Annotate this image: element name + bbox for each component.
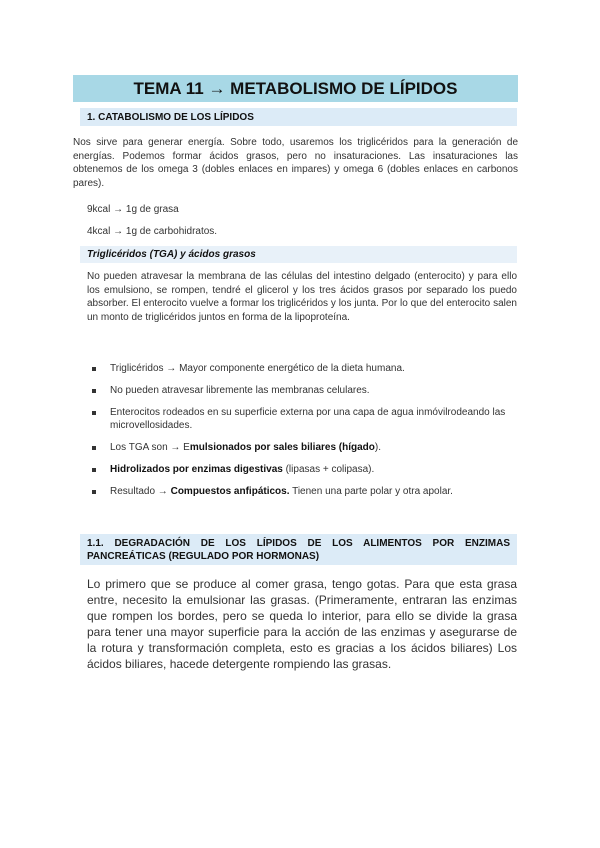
bullet-text: Resultado → <box>110 486 171 497</box>
bullet-icon <box>92 468 96 472</box>
bullet-bold-text: Hidrolizados por enzimas digestivas <box>110 464 283 475</box>
subsection-heading-tga: Triglicéridos (TGA) y ácidos grasos <box>80 246 517 263</box>
list-item <box>92 362 512 375</box>
bullet-icon <box>92 411 96 415</box>
energy-carb-line: 4kcal → 1g de carbohidratos. <box>87 226 218 237</box>
bullet-icon <box>92 389 96 393</box>
bullet-list <box>92 362 512 507</box>
list-item <box>92 384 512 397</box>
list-item <box>92 463 512 476</box>
bullet-icon <box>92 490 96 494</box>
bullet-icon <box>92 446 96 450</box>
bullet-text: Enterocitos rodeados en su superficie externa por una capa de agua inmóvilrodeando las microvellosidades. <box>110 407 506 431</box>
section-heading-catabolismo: 1. CATABOLISMO DE LOS LÍPIDOS <box>80 108 517 126</box>
bullet-text: Los TGA son → E <box>110 442 190 453</box>
list-item <box>92 441 512 454</box>
bullet-text: Triglicéridos → Mayor componente energético de la dieta humana. <box>110 363 405 374</box>
degradation-paragraph: Lo primero que se produce al comer grasa, tengo gotas. Para que esta grasa entre, necesito la emulsionar las grasas. (Primeramente, entraran las enzimas que rompen los bordes, pero se queda lo interior, para ello se divide la grasa para tener una mayor superficie para la acción de las enzimas y asegurarse de la rotura y transformación completa, esto es gracias a los ácidos biliares) Los ácidos biliares, hacede detergente rompiendo las grasas. <box>87 577 517 671</box>
intro-paragraph: Nos sirve para generar energía. Sobre todo, usaremos los triglicéridos para la generación de energías. Podemos formar ácidos grasos, pero no insaturaciones. Las insaturaciones las obtenemos de los omega 3 (dobles enlaces en impares) y omega 6 (dobles enlaces en carbonos pares). <box>73 137 518 189</box>
section-heading-degradacion: 1.1. DEGRADACIÓN DE LOS LÍPIDOS DE LOS ALIMENTOS POR ENZIMAS PANCREÁTICAS (REGULADO POR HORMONAS) <box>80 534 517 565</box>
bullet-text: (lipasas + colipasa). <box>282 464 375 475</box>
list-item <box>92 485 512 498</box>
tga-paragraph: No pueden atravesar la membrana de las células del intestino delgado (enterocito) y para ello los emulsiono, se rompen, tendré el glicerol y los tres ácidos grasos por separado los puedo absorber. El enterocito vuelve a formar los triglicéridos y los junta. Por lo que del enterocito salen un monto de triglicéridos juntos en forma de la lipoproteína. <box>87 271 517 323</box>
bullet-icon <box>92 367 96 371</box>
list-item <box>92 406 512 432</box>
bullet-text: Tienen una parte polar y otra apolar. <box>289 486 453 497</box>
bullet-text: ). <box>374 442 382 453</box>
bullet-bold-text: mulsionados por sales biliares (hígado <box>189 442 375 453</box>
page-title: TEMA 11 → METABOLISMO DE LÍPIDOS <box>73 75 518 102</box>
bullet-text: No pueden atravesar libremente las membranas celulares. <box>110 385 370 396</box>
energy-fat-line: 9kcal → 1g de grasa <box>87 204 179 215</box>
bullet-bold-text: Compuestos anfipáticos. <box>170 486 290 497</box>
